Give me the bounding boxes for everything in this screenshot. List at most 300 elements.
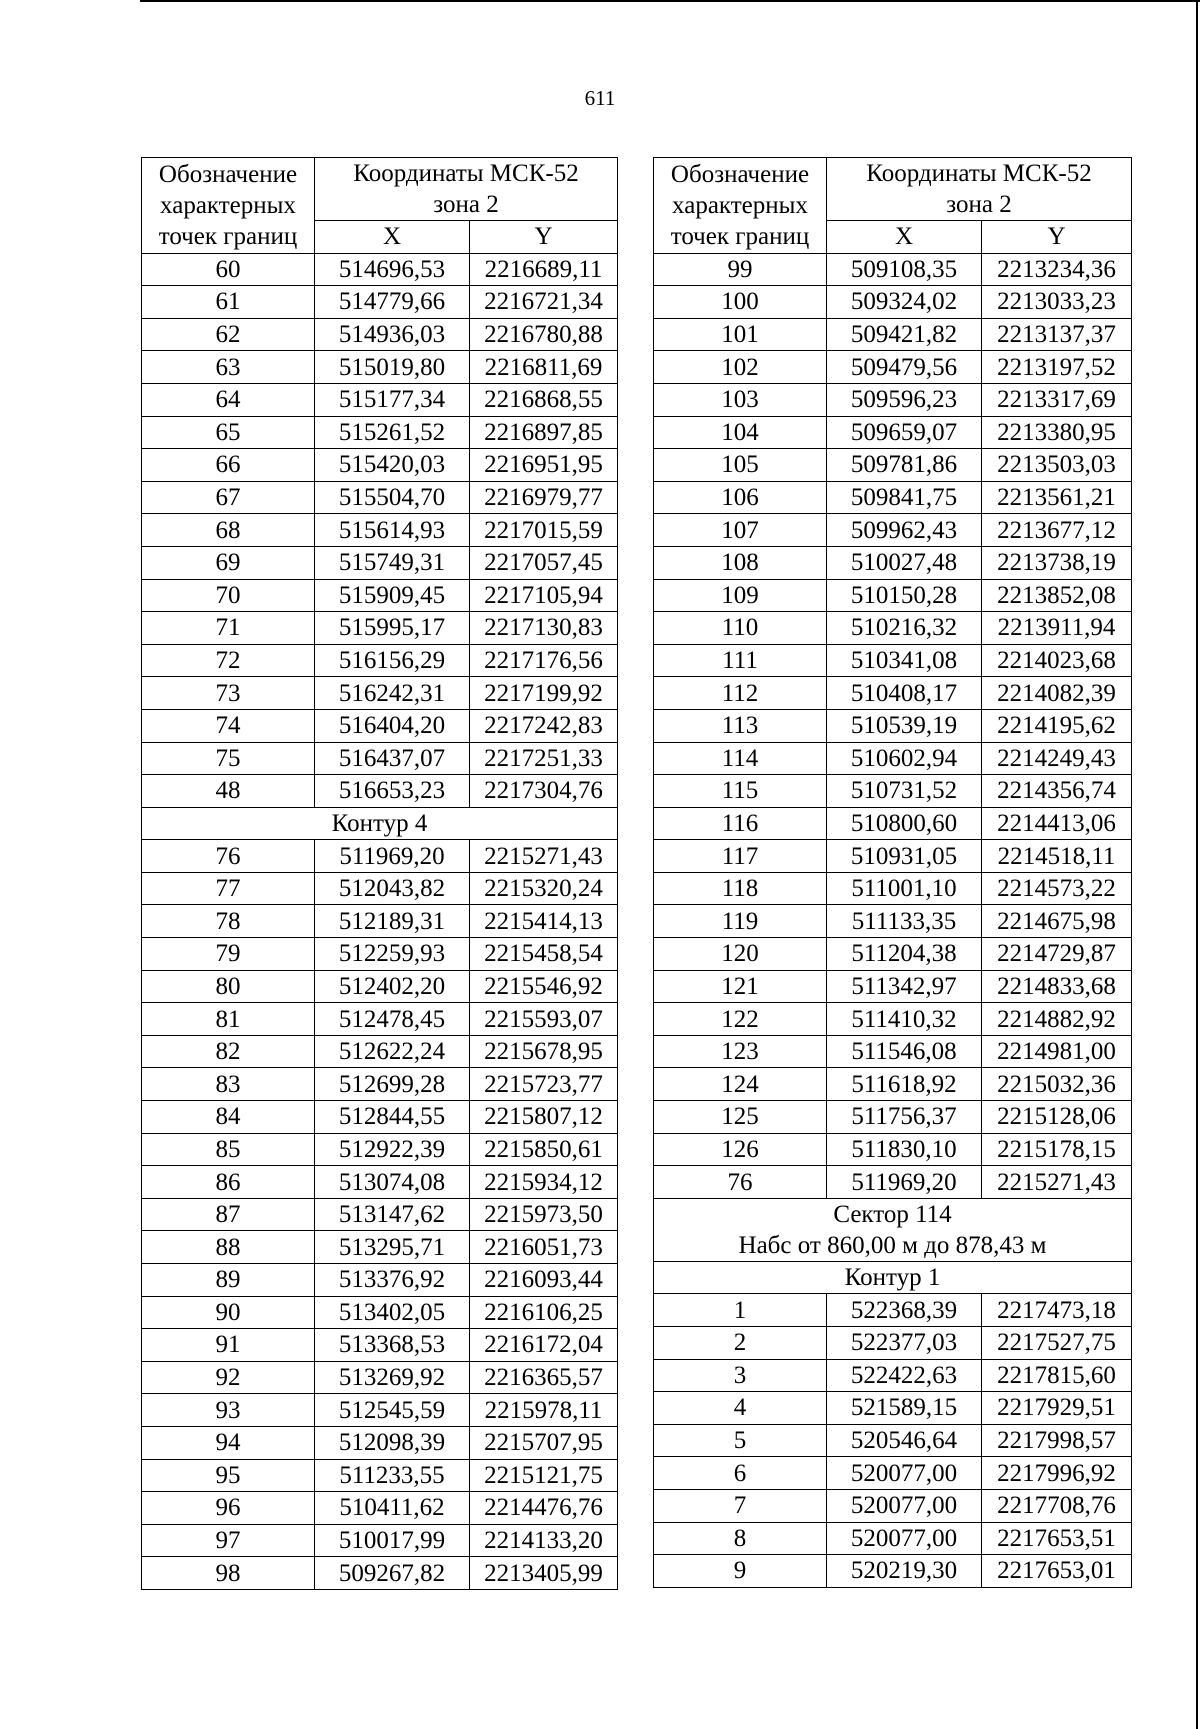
y-header: Y — [470, 221, 618, 254]
y-coord: 2217199,92 — [470, 677, 618, 710]
point-number: 77 — [142, 872, 315, 905]
x-coord: 513074,08 — [315, 1166, 470, 1199]
y-coord: 2216689,11 — [470, 253, 618, 286]
table-row — [142, 481, 618, 514]
y-coord: 2217998,57 — [982, 1424, 1132, 1457]
x-coord: 509841,75 — [827, 481, 982, 514]
y-coord: 2217929,51 — [982, 1392, 1132, 1425]
y-coord: 2215320,24 — [470, 872, 618, 905]
table-row — [142, 840, 618, 873]
coordinates-table-left — [141, 157, 618, 1590]
y-coord: 2217653,51 — [982, 1522, 1132, 1555]
point-number: 75 — [142, 742, 315, 775]
table-row — [142, 1068, 618, 1101]
table-row — [142, 318, 618, 351]
point-number: 90 — [142, 1296, 315, 1329]
x-coord: 522368,39 — [827, 1294, 982, 1327]
y-coord: 2213033,23 — [982, 286, 1132, 319]
x-coord: 511830,10 — [827, 1133, 982, 1166]
point-number: 100 — [654, 286, 827, 319]
y-coord: 2213503,03 — [982, 449, 1132, 482]
table-row — [654, 1392, 1132, 1425]
x-coord: 512259,93 — [315, 938, 470, 971]
x-coord: 515177,34 — [315, 383, 470, 416]
point-number: 112 — [654, 677, 827, 710]
sector-heading — [654, 1198, 1132, 1261]
point-number: 9 — [654, 1555, 827, 1588]
table-row — [654, 775, 1132, 808]
table-row — [654, 383, 1132, 416]
point-number: 113 — [654, 709, 827, 742]
y-coord: 2215546,92 — [470, 970, 618, 1003]
y-header: Y — [982, 221, 1132, 254]
y-coord: 2213317,69 — [982, 383, 1132, 416]
x-coord: 511410,32 — [827, 1003, 982, 1036]
point-number: 114 — [654, 742, 827, 775]
x-coord: 512844,55 — [315, 1101, 470, 1134]
table-row — [654, 1133, 1132, 1166]
x-coord: 510017,99 — [315, 1524, 470, 1557]
point-number: 93 — [142, 1394, 315, 1427]
y-coord: 2214249,43 — [982, 742, 1132, 775]
x-coord: 520077,00 — [827, 1489, 982, 1522]
x-coord: 511969,20 — [315, 840, 470, 873]
table-row — [142, 546, 618, 579]
y-coord: 2214882,92 — [982, 1003, 1132, 1036]
table-row — [654, 1489, 1132, 1522]
point-number: 122 — [654, 1003, 827, 1036]
point-number: 71 — [142, 612, 315, 645]
table-row — [654, 546, 1132, 579]
y-coord: 2216051,73 — [470, 1231, 618, 1264]
y-coord: 2217176,56 — [470, 644, 618, 677]
point-number: 111 — [654, 644, 827, 677]
table-row — [654, 938, 1132, 971]
x-coord: 516156,29 — [315, 644, 470, 677]
table-row — [142, 872, 618, 905]
point-number: 101 — [654, 318, 827, 351]
x-coord: 510408,17 — [827, 677, 982, 710]
point-number: 87 — [142, 1198, 315, 1231]
table-row — [142, 1426, 618, 1459]
x-coord: 510931,05 — [827, 840, 982, 873]
table-row — [654, 579, 1132, 612]
y-coord: 2213561,21 — [982, 481, 1132, 514]
table-row — [142, 775, 618, 808]
point-number: 119 — [654, 905, 827, 938]
point-number: 104 — [654, 416, 827, 449]
point-number: 70 — [142, 579, 315, 612]
point-number: 124 — [654, 1068, 827, 1101]
y-coord: 2217815,60 — [982, 1359, 1132, 1392]
point-number: 89 — [142, 1264, 315, 1297]
y-coord: 2213677,12 — [982, 514, 1132, 547]
table-row — [654, 742, 1132, 775]
point-number: 4 — [654, 1392, 827, 1425]
x-coord: 511969,20 — [827, 1166, 982, 1199]
y-coord: 2214476,76 — [470, 1492, 618, 1525]
table-row — [142, 383, 618, 416]
y-coord: 2217251,33 — [470, 742, 618, 775]
x-coord: 520219,30 — [827, 1555, 982, 1588]
table-row — [142, 1035, 618, 1068]
table-row — [142, 449, 618, 482]
x-coord: 509596,23 — [827, 383, 982, 416]
y-coord: 2215707,95 — [470, 1426, 618, 1459]
point-number: 103 — [654, 383, 827, 416]
x-coord: 515995,17 — [315, 612, 470, 645]
table-row — [654, 807, 1132, 840]
point-number: 118 — [654, 872, 827, 905]
point-number: 106 — [654, 481, 827, 514]
y-coord: 2213380,95 — [982, 416, 1132, 449]
x-coord: 515420,03 — [315, 449, 470, 482]
y-coord: 2215178,15 — [982, 1133, 1132, 1166]
table-row — [654, 612, 1132, 645]
table-row — [142, 1166, 618, 1199]
x-coord: 510150,28 — [827, 579, 982, 612]
x-coord: 511001,10 — [827, 872, 982, 905]
x-coord: 511133,35 — [827, 905, 982, 938]
y-coord: 2215271,43 — [470, 840, 618, 873]
y-coord: 2214518,11 — [982, 840, 1132, 873]
x-coord: 513269,92 — [315, 1361, 470, 1394]
table-row — [142, 1003, 618, 1036]
table-row — [142, 612, 618, 645]
y-coord: 2216093,44 — [470, 1264, 618, 1297]
x-coord: 509421,82 — [827, 318, 982, 351]
y-coord: 2213852,08 — [982, 579, 1132, 612]
table-row — [654, 286, 1132, 319]
point-number: 48 — [142, 775, 315, 808]
point-number: 105 — [654, 449, 827, 482]
point-number: 78 — [142, 905, 315, 938]
table-row — [142, 1394, 618, 1427]
point-number: 64 — [142, 383, 315, 416]
x-coord: 515749,31 — [315, 546, 470, 579]
x-coord: 513376,92 — [315, 1264, 470, 1297]
y-coord: 2215723,77 — [470, 1068, 618, 1101]
y-coord: 2213911,94 — [982, 612, 1132, 645]
table-row — [654, 481, 1132, 514]
x-coord: 522422,63 — [827, 1359, 982, 1392]
table-row — [142, 1361, 618, 1394]
point-number: 76 — [654, 1166, 827, 1199]
table-row — [142, 938, 618, 971]
point-number: 125 — [654, 1101, 827, 1134]
y-coord: 2213405,99 — [470, 1557, 618, 1590]
table-row — [142, 579, 618, 612]
x-coord: 509108,35 — [827, 253, 982, 286]
x-coord: 509962,43 — [827, 514, 982, 547]
coordinates-table-right — [653, 157, 1132, 1588]
point-number: 94 — [142, 1426, 315, 1459]
x-coord: 513295,71 — [315, 1231, 470, 1264]
y-coord: 2217130,83 — [470, 612, 618, 645]
table-row — [142, 1198, 618, 1231]
table-row — [654, 644, 1132, 677]
point-number: 123 — [654, 1035, 827, 1068]
point-number: 80 — [142, 970, 315, 1003]
scan-mark-top — [140, 0, 1200, 2]
point-number: 79 — [142, 938, 315, 971]
point-number: 84 — [142, 1101, 315, 1134]
table-row — [142, 1459, 618, 1492]
table-row — [654, 1555, 1132, 1588]
point-number: 85 — [142, 1133, 315, 1166]
point-number: 120 — [654, 938, 827, 971]
point-number: 91 — [142, 1329, 315, 1362]
point-number: 65 — [142, 416, 315, 449]
scan-mark-right — [1196, 0, 1198, 1729]
y-coord: 2216172,04 — [470, 1329, 618, 1362]
table-row — [654, 677, 1132, 710]
point-number: 117 — [654, 840, 827, 873]
table-row — [142, 416, 618, 449]
table-row — [654, 872, 1132, 905]
y-coord: 2215128,06 — [982, 1101, 1132, 1134]
y-coord: 2217996,92 — [982, 1457, 1132, 1490]
y-coord: 2216780,88 — [470, 318, 618, 351]
point-number: 95 — [142, 1459, 315, 1492]
x-coord: 509324,02 — [827, 286, 982, 319]
y-coord: 2214573,22 — [982, 872, 1132, 905]
table-row — [142, 286, 618, 319]
table-row — [654, 709, 1132, 742]
point-number: 3 — [654, 1359, 827, 1392]
x-coord: 509267,82 — [315, 1557, 470, 1590]
x-coord: 520546,64 — [827, 1424, 982, 1457]
point-number: 83 — [142, 1068, 315, 1101]
x-coord: 512545,59 — [315, 1394, 470, 1427]
y-coord: 2215121,75 — [470, 1459, 618, 1492]
y-coord: 2214133,20 — [470, 1524, 618, 1557]
table-row — [654, 253, 1132, 286]
table-row — [654, 1166, 1132, 1199]
y-coord: 2213234,36 — [982, 253, 1132, 286]
y-coord: 2215032,36 — [982, 1068, 1132, 1101]
y-coord: 2216868,55 — [470, 383, 618, 416]
point-number: 99 — [654, 253, 827, 286]
y-coord: 2215934,12 — [470, 1166, 618, 1199]
point-number: 8 — [654, 1522, 827, 1555]
table-row — [654, 970, 1132, 1003]
point-number: 121 — [654, 970, 827, 1003]
point-number: 67 — [142, 481, 315, 514]
y-coord: 2215807,12 — [470, 1101, 618, 1134]
x-coord: 511204,38 — [827, 938, 982, 971]
x-coord: 512043,82 — [315, 872, 470, 905]
table-row — [654, 840, 1132, 873]
point-number: 76 — [142, 840, 315, 873]
y-coord: 2217242,83 — [470, 709, 618, 742]
coords-header: Координаты МСК-52 зона 2 — [827, 158, 1132, 221]
table-row — [654, 905, 1132, 938]
table-row — [142, 514, 618, 547]
y-coord: 2215973,50 — [470, 1198, 618, 1231]
x-coord: 510731,52 — [827, 775, 982, 808]
y-coord: 2215678,95 — [470, 1035, 618, 1068]
point-number: 69 — [142, 546, 315, 579]
x-coord: 510341,08 — [827, 644, 982, 677]
y-coord: 2216721,34 — [470, 286, 618, 319]
table-row — [654, 1101, 1132, 1134]
point-number: 115 — [654, 775, 827, 808]
table-row — [654, 1003, 1132, 1036]
table-row — [142, 644, 618, 677]
table-row — [142, 1133, 618, 1166]
sector-title: Сектор 114 — [833, 1200, 952, 1228]
table-row — [654, 416, 1132, 449]
point-number: 62 — [142, 318, 315, 351]
x-coord: 511618,92 — [827, 1068, 982, 1101]
point-number: 63 — [142, 351, 315, 384]
point-label-header: Обозначение характерных точек границ — [142, 158, 315, 254]
y-coord: 2217105,94 — [470, 579, 618, 612]
point-number: 6 — [654, 1457, 827, 1490]
table-row — [142, 742, 618, 775]
x-coord: 515614,93 — [315, 514, 470, 547]
x-coord: 512402,20 — [315, 970, 470, 1003]
table-row — [142, 1524, 618, 1557]
y-coord: 2216979,77 — [470, 481, 618, 514]
table-row — [654, 449, 1132, 482]
table-row — [142, 1557, 618, 1590]
y-coord: 2217527,75 — [982, 1327, 1132, 1360]
point-number: 81 — [142, 1003, 315, 1036]
y-coord: 2217057,45 — [470, 546, 618, 579]
x-coord: 516437,07 — [315, 742, 470, 775]
x-coord: 513368,53 — [315, 1329, 470, 1362]
point-number: 97 — [142, 1524, 315, 1557]
y-coord: 2217473,18 — [982, 1294, 1132, 1327]
sector-subtitle: Набс от 860,00 м до 878,43 м — [738, 1231, 1047, 1259]
point-number: 92 — [142, 1361, 315, 1394]
x-coord: 510602,94 — [827, 742, 982, 775]
point-number: 5 — [654, 1424, 827, 1457]
y-coord: 2215271,43 — [982, 1166, 1132, 1199]
table-row — [142, 970, 618, 1003]
table-row — [142, 1329, 618, 1362]
point-number: 108 — [654, 546, 827, 579]
table-row — [142, 677, 618, 710]
y-coord: 2216811,69 — [470, 351, 618, 384]
x-coord: 516404,20 — [315, 709, 470, 742]
point-number: 72 — [142, 644, 315, 677]
y-coord: 2213738,19 — [982, 546, 1132, 579]
y-coord: 2214082,39 — [982, 677, 1132, 710]
x-coord: 510027,48 — [827, 546, 982, 579]
y-coord: 2213137,37 — [982, 318, 1132, 351]
x-coord: 512478,45 — [315, 1003, 470, 1036]
table-row — [654, 1424, 1132, 1457]
x-coord: 509659,07 — [827, 416, 982, 449]
table-row — [654, 514, 1132, 547]
x-coord: 512189,31 — [315, 905, 470, 938]
point-label-header: Обозначение характерных точек границ — [654, 158, 827, 254]
point-number: 96 — [142, 1492, 315, 1525]
x-coord: 512699,28 — [315, 1068, 470, 1101]
y-coord: 2216365,57 — [470, 1361, 618, 1394]
point-number: 102 — [654, 351, 827, 384]
y-coord: 2215850,61 — [470, 1133, 618, 1166]
table-row — [654, 1522, 1132, 1555]
table-row — [142, 1296, 618, 1329]
point-number: 2 — [654, 1327, 827, 1360]
y-coord: 2214675,98 — [982, 905, 1132, 938]
point-number: 116 — [654, 807, 827, 840]
point-number: 1 — [654, 1294, 827, 1327]
x-coord: 509781,86 — [827, 449, 982, 482]
point-number: 107 — [654, 514, 827, 547]
x-coord: 514696,53 — [315, 253, 470, 286]
x-coord: 510539,19 — [827, 709, 982, 742]
point-number: 126 — [654, 1133, 827, 1166]
y-coord: 2215414,13 — [470, 905, 618, 938]
x-coord: 512922,39 — [315, 1133, 470, 1166]
table-row — [654, 1294, 1132, 1327]
table-row — [654, 318, 1132, 351]
y-coord: 2214833,68 — [982, 970, 1132, 1003]
x-coord: 510800,60 — [827, 807, 982, 840]
x-coord: 515504,70 — [315, 481, 470, 514]
x-coord: 520077,00 — [827, 1457, 982, 1490]
x-coord: 512622,24 — [315, 1035, 470, 1068]
section-contour: Контур 1 — [654, 1261, 1132, 1294]
x-coord: 513147,62 — [315, 1198, 470, 1231]
y-coord: 2214356,74 — [982, 775, 1132, 808]
point-number: 98 — [142, 1557, 315, 1590]
x-coord: 511756,37 — [827, 1101, 982, 1134]
x-coord: 516653,23 — [315, 775, 470, 808]
table-row — [142, 709, 618, 742]
table-row — [654, 351, 1132, 384]
x-header: X — [827, 221, 982, 254]
x-coord: 521589,15 — [827, 1392, 982, 1425]
section-contour: Контур 4 — [142, 807, 618, 840]
table-row — [142, 253, 618, 286]
y-coord: 2216951,95 — [470, 449, 618, 482]
y-coord: 2216106,25 — [470, 1296, 618, 1329]
x-coord: 515909,45 — [315, 579, 470, 612]
y-coord: 2217015,59 — [470, 514, 618, 547]
table-row — [654, 1359, 1132, 1392]
table-row — [142, 1264, 618, 1297]
point-number: 82 — [142, 1035, 315, 1068]
y-coord: 2214981,00 — [982, 1035, 1132, 1068]
point-number: 60 — [142, 253, 315, 286]
point-number: 61 — [142, 286, 315, 319]
point-number: 109 — [654, 579, 827, 612]
page-number: 611 — [584, 86, 616, 110]
x-coord: 515019,80 — [315, 351, 470, 384]
point-number: 110 — [654, 612, 827, 645]
table-row — [654, 1327, 1132, 1360]
y-coord: 2217304,76 — [470, 775, 618, 808]
x-coord: 511233,55 — [315, 1459, 470, 1492]
y-coord: 2214413,06 — [982, 807, 1132, 840]
point-number: 74 — [142, 709, 315, 742]
point-number: 66 — [142, 449, 315, 482]
table-row — [142, 1231, 618, 1264]
x-coord: 513402,05 — [315, 1296, 470, 1329]
y-coord: 2214195,62 — [982, 709, 1132, 742]
y-coord: 2214729,87 — [982, 938, 1132, 971]
point-number: 7 — [654, 1489, 827, 1522]
x-coord: 516242,31 — [315, 677, 470, 710]
x-coord: 514936,03 — [315, 318, 470, 351]
x-coord: 520077,00 — [827, 1522, 982, 1555]
